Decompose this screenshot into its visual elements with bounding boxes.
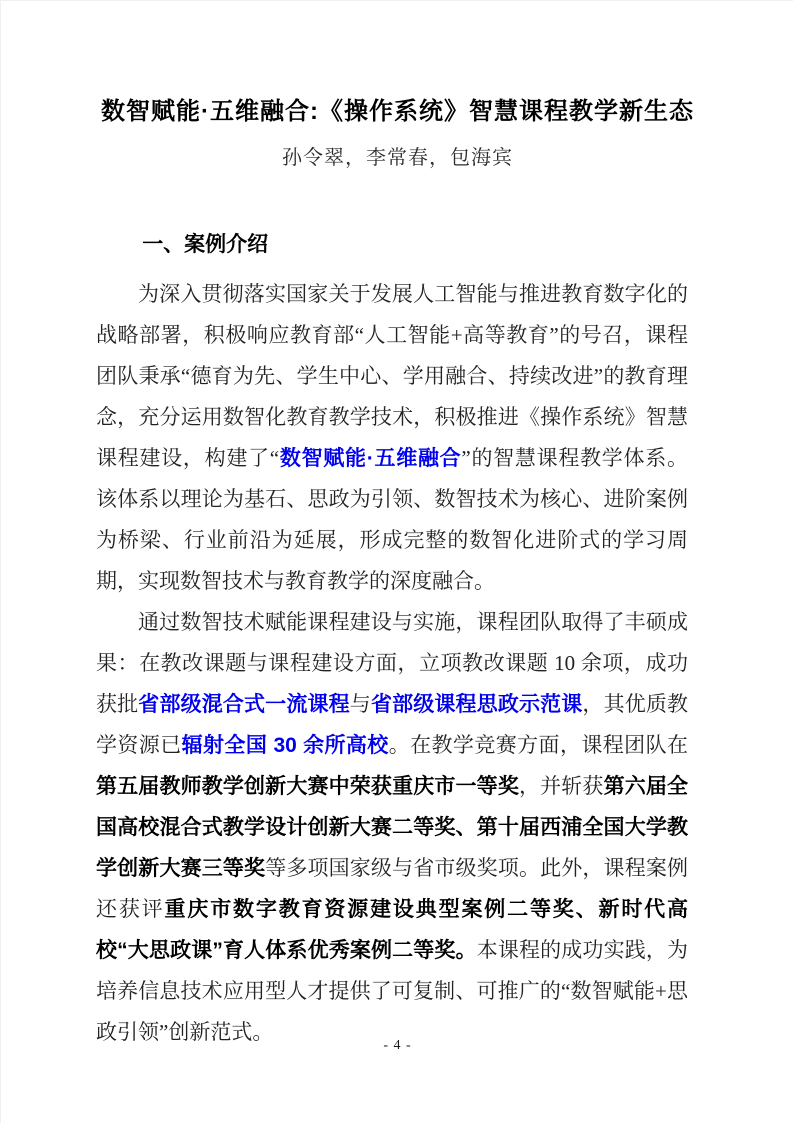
emphasis-run: 第六届全国高校混合式教学设计创新大赛二等奖、第十届西浦全国大学教学创新大赛三等奖 <box>96 775 689 880</box>
text-run: 为深入贯彻落实国家关于发展人工智能与推进教育数字化的战略部署，积极响应教育部“人工智能+高等教育”的号召，课程团队秉承“德育为先、学生中心、学用融合、持续改进”的教育理念，充分运用数智化教育教学技术，积极推进《操作系统》智慧课程建设，构建了“ <box>96 282 688 470</box>
text-run: ，其优质教学资源已 <box>96 692 689 757</box>
emphasis-run: 数智赋能·五维融合 <box>279 447 462 470</box>
emphasis-run: 第五届教师教学创新大赛中荣获重庆市一等奖 <box>96 775 519 798</box>
document-body <box>96 224 688 1053</box>
text-run: 与 <box>349 692 371 716</box>
document-authors: 孙令翠，李常春，包海宾 <box>282 147 513 169</box>
body-paragraph-2 <box>96 602 688 1053</box>
text-run: 。在教学竞赛方面，课程团队在 <box>388 733 688 757</box>
emphasis-run: 省部级课程思政示范课 <box>370 693 583 716</box>
emphasis-run: 重庆市数字教育资源建设典型案例二等奖、新时代高校“大思政课”育人体系优秀案例二等奖。 <box>96 898 689 962</box>
text-run: 等多项国家级与省市级奖项。此外，课程案例还获评 <box>96 856 689 921</box>
emphasis-run: 辐射全国 30 余所高校 <box>181 734 389 757</box>
page-number: - 4 - <box>383 1038 412 1053</box>
text-run: 通过数智技术赋能课程建设与实施，课程团队取得了丰硕成果：在教改课题与课程建设方面，立项教改课题 10 余项，成功获批 <box>96 610 688 716</box>
paragraph-container <box>96 274 688 1053</box>
text-run: ，并斩获 <box>518 774 604 798</box>
emphasis-run: 省部级混合式一流课程 <box>138 693 350 716</box>
section-heading: 一、案例介绍 <box>142 233 269 256</box>
body-paragraph-1 <box>96 274 688 602</box>
text-run: ”的智慧课程教学体系。该体系以理论为基石、思政为引领、数智技术为核心、进阶案例为桥梁、行业前沿为延展，形成完整的数智化进阶式的学习周期，实现数智技术与教育教学的深度融合。 <box>96 446 688 593</box>
text-run: 本课程的成功实践，为培养信息技术应用型人才提供了可复制、可推广的“数智赋能+思政引领”创新范式。 <box>96 938 689 1044</box>
document-title: 数智赋能·五维融合:《操作系统》智慧课程教学新生态 <box>101 98 694 125</box>
